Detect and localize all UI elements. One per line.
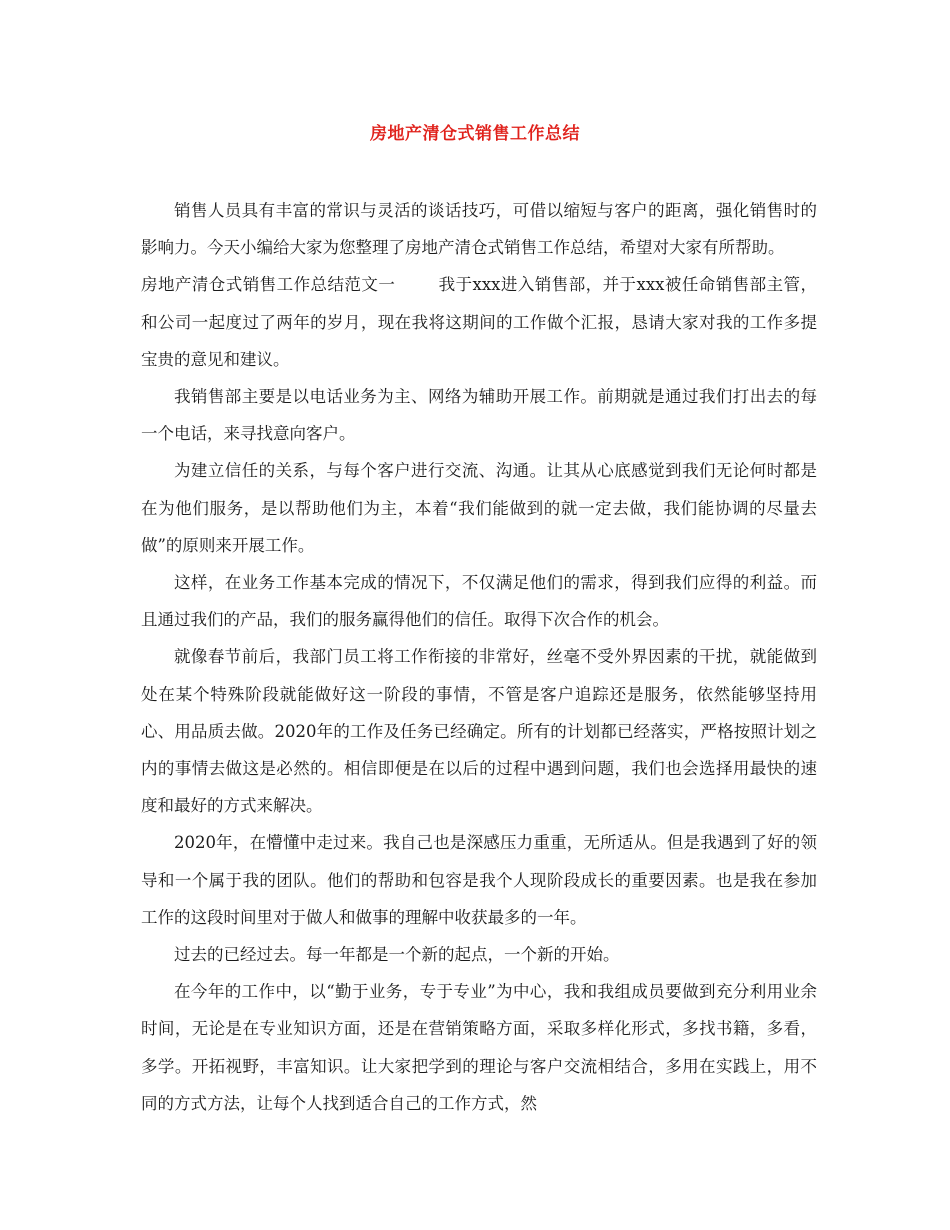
- paragraph: 销售人员具有丰富的常识与灵活的谈话技巧，可借以缩短与客户的距离，强化销售时的影响力。今天小编给大家为您整理了房地产清仓式销售工作总结，希望对大家有所帮助。: [141, 201, 817, 258]
- paragraph-text: 我于xxx进入销售部，并于xxx被任命销售部主管，和公司一起度过了两年的岁月，现在我将这期间的工作做个汇报，恳请大家对我的工作多提宝贵的意见和建议。: [141, 275, 817, 369]
- paragraph: 就像春节前后，我部门员工将工作衔接的非常好，丝毫不受外界因素的干扰，就能做到处在某个特殊阶段就能做好这一阶段的事情，不管是客户追踪还是服务，依然能够坚持用心、用品质去做。2020年的工作及任务已经确定。所有的计划都已经落实，严格按照计划之内的事情去做这是必然的。相信即便是在以后的过程中遇到问题，我们也会选择用最快的速度和最好的方式来解决。: [141, 647, 817, 816]
- paragraph: 2020年，在懵懂中走过来。我自己也是深感压力重重，无所适从。但是我遇到了好的领导和一个属于我的团队。他们的帮助和包容是我个人现阶段成长的重要因素。也是我在参加工作的这段时间里对于做人和做事的理解中收获最多的一年。: [141, 833, 817, 927]
- document-title: 房地产清仓式销售工作总结: [370, 124, 580, 144]
- paragraph: 在今年的工作中，以“勤于业务，专于专业”为中心，我和我组成员要做到充分利用业余时间，无论是在专业知识方面，还是在营销策略方面，采取多样化形式，多找书籍，多看，多学。开拓视野，丰富知识。让大家把学到的理论与客户交流相结合，多用在实践上，用不同的方式方法，让每个人找到适合自己的工作方式，然: [141, 982, 817, 1113]
- paragraph: 过去的已经过去。每一年都是一个新的起点，一个新的开始。: [174, 945, 620, 965]
- paragraph: 这样，在业务工作基本完成的情况下，不仅满足他们的需求，得到我们应得的利益。而且通过我们的产品，我们的服务赢得他们的信任。取得下次合作的机会。: [141, 573, 817, 630]
- paragraph: 我销售部主要是以电话业务为主、网络为辅助开展工作。前期就是通过我们打出去的每一个电话，来寻找意向客户。: [141, 387, 817, 444]
- paragraph: [141, 266, 817, 378]
- document-body: [141, 192, 817, 1122]
- paragraph: 为建立信任的关系，与每个客户进行交流、沟通。让其从心底感觉到我们无论何时都是在为他们服务，是以帮助他们为主，本着“我们能做到的就一定去做，我们能协调的尽量去做”的原则来开展工作。: [141, 461, 817, 555]
- section-heading: 房地产清仓式销售工作总结范文一: [141, 275, 396, 295]
